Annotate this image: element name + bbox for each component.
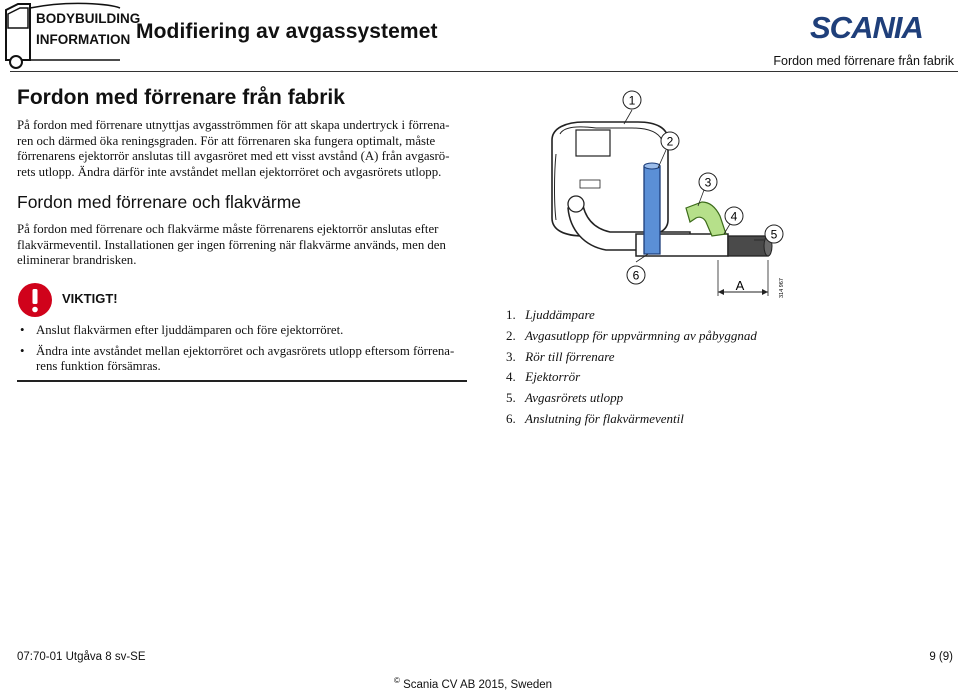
legend-item xyxy=(506,305,757,326)
callout-label: 1 xyxy=(628,93,636,108)
section2-heading: Fordon med förrenare och flakvärme xyxy=(17,192,302,212)
legend-text: Rör till förrenare xyxy=(525,348,615,364)
callout-label: 6 xyxy=(632,268,640,283)
distance-label: A xyxy=(735,278,745,293)
callout-label: 4 xyxy=(730,209,738,224)
legend-number: 5. xyxy=(506,390,516,406)
figure-reference: 314 967 xyxy=(779,278,785,298)
legend-item xyxy=(506,347,757,368)
exhaust-system-illustration xyxy=(540,84,800,309)
legend-item xyxy=(506,326,757,347)
warning-divider xyxy=(17,380,467,382)
section2-line: eliminerar brandrisken. xyxy=(17,253,137,268)
legend-text: Avgasutlopp för uppvärmning av påbyggnad xyxy=(525,327,757,343)
warning-bullet-list xyxy=(17,323,467,380)
legend-text: Anslutning för flakvärmeventil xyxy=(525,410,684,426)
warning-bullet-line: rens funktion försämras. xyxy=(36,359,161,374)
logo-text-line2: INFORMATION xyxy=(36,32,131,47)
legend-text: Ljuddämpare xyxy=(525,307,595,322)
callout-6 xyxy=(627,266,645,284)
section1-line: På fordon med förrenare utnyttjas avgasströmmen för att skapa undertryck i förrena- xyxy=(17,118,450,132)
callout-3 xyxy=(699,173,717,191)
warning-bullet-line: • Ändra inte avståndet mellan ejektorröret och avgasrörets utlopp eftersom förrena- xyxy=(36,343,455,358)
legend-number: 6. xyxy=(506,410,516,426)
legend-text: Avgasrörets utlopp xyxy=(525,390,624,406)
scania-brand-logo xyxy=(808,10,958,49)
legend-item xyxy=(506,367,757,388)
callout-2 xyxy=(661,132,679,150)
bodybuilding-information-logo xyxy=(0,0,141,72)
legend-number: 4. xyxy=(506,369,516,385)
callout-label: 5 xyxy=(770,227,778,242)
header-divider xyxy=(10,71,958,72)
copyright-symbol: © xyxy=(394,676,400,685)
brand-text: SCANIA xyxy=(810,10,923,45)
legend-number: 3. xyxy=(506,348,516,364)
warning-bullet xyxy=(17,323,467,339)
callout-label: 2 xyxy=(666,134,674,149)
figure-legend xyxy=(506,305,757,430)
warning-icon xyxy=(17,282,53,323)
section1-body xyxy=(17,118,467,180)
section2-body xyxy=(17,222,467,269)
warning-bullet-line: • Anslut flakvärmen efter ljuddämparen och före ejektorröret. xyxy=(36,323,344,337)
callout-5 xyxy=(765,225,783,243)
document-id: 07:70-01 Utgåva 8 sv-SE xyxy=(17,651,146,663)
page-header-title: Modifiering av avgassystemet xyxy=(136,20,438,43)
callout-label: 3 xyxy=(704,175,712,190)
header-subtitle: Fordon med förrenare från fabrik xyxy=(773,54,954,68)
page-number: 9 (9) xyxy=(929,651,953,663)
section1-line: förrenarens ejektorrör anslutas till avgasröret med ett visst avstånd (A) från avgasrö- xyxy=(17,149,450,164)
copyright-text: Scania CV AB 2015, Sweden xyxy=(403,678,553,691)
section1-heading: Fordon med förrenare från fabrik xyxy=(17,86,345,109)
logo-text-line1: BODYBUILDING xyxy=(36,11,141,26)
section1-line: ren och därmed öka reningsgraden. För att förrenaren ska fungera optimalt, måste xyxy=(17,133,436,148)
legend-number: 2. xyxy=(506,327,516,343)
copyright-notice xyxy=(394,676,552,691)
legend-item xyxy=(506,388,757,409)
section2-line: På fordon med förrenare och flakvärme måste förrenarens ejektorrör anslutas efter xyxy=(17,222,439,236)
legend-item xyxy=(506,409,757,430)
section1-line: rets utlopp. Ändra därför inte avståndet mellan ejektorröret och avgasrörets utlopp. xyxy=(17,164,442,179)
warning-label: VIKTIGT! xyxy=(62,291,118,306)
legend-text: Ejektorrör xyxy=(525,369,581,385)
callout-1 xyxy=(623,91,641,109)
callout-4 xyxy=(725,207,743,225)
section2-line: flakvärmeventil. Installationen ger ingen förrening när flakvärme används, men den xyxy=(17,237,446,252)
legend-number: 1. xyxy=(506,307,516,322)
warning-bullet xyxy=(17,344,467,375)
